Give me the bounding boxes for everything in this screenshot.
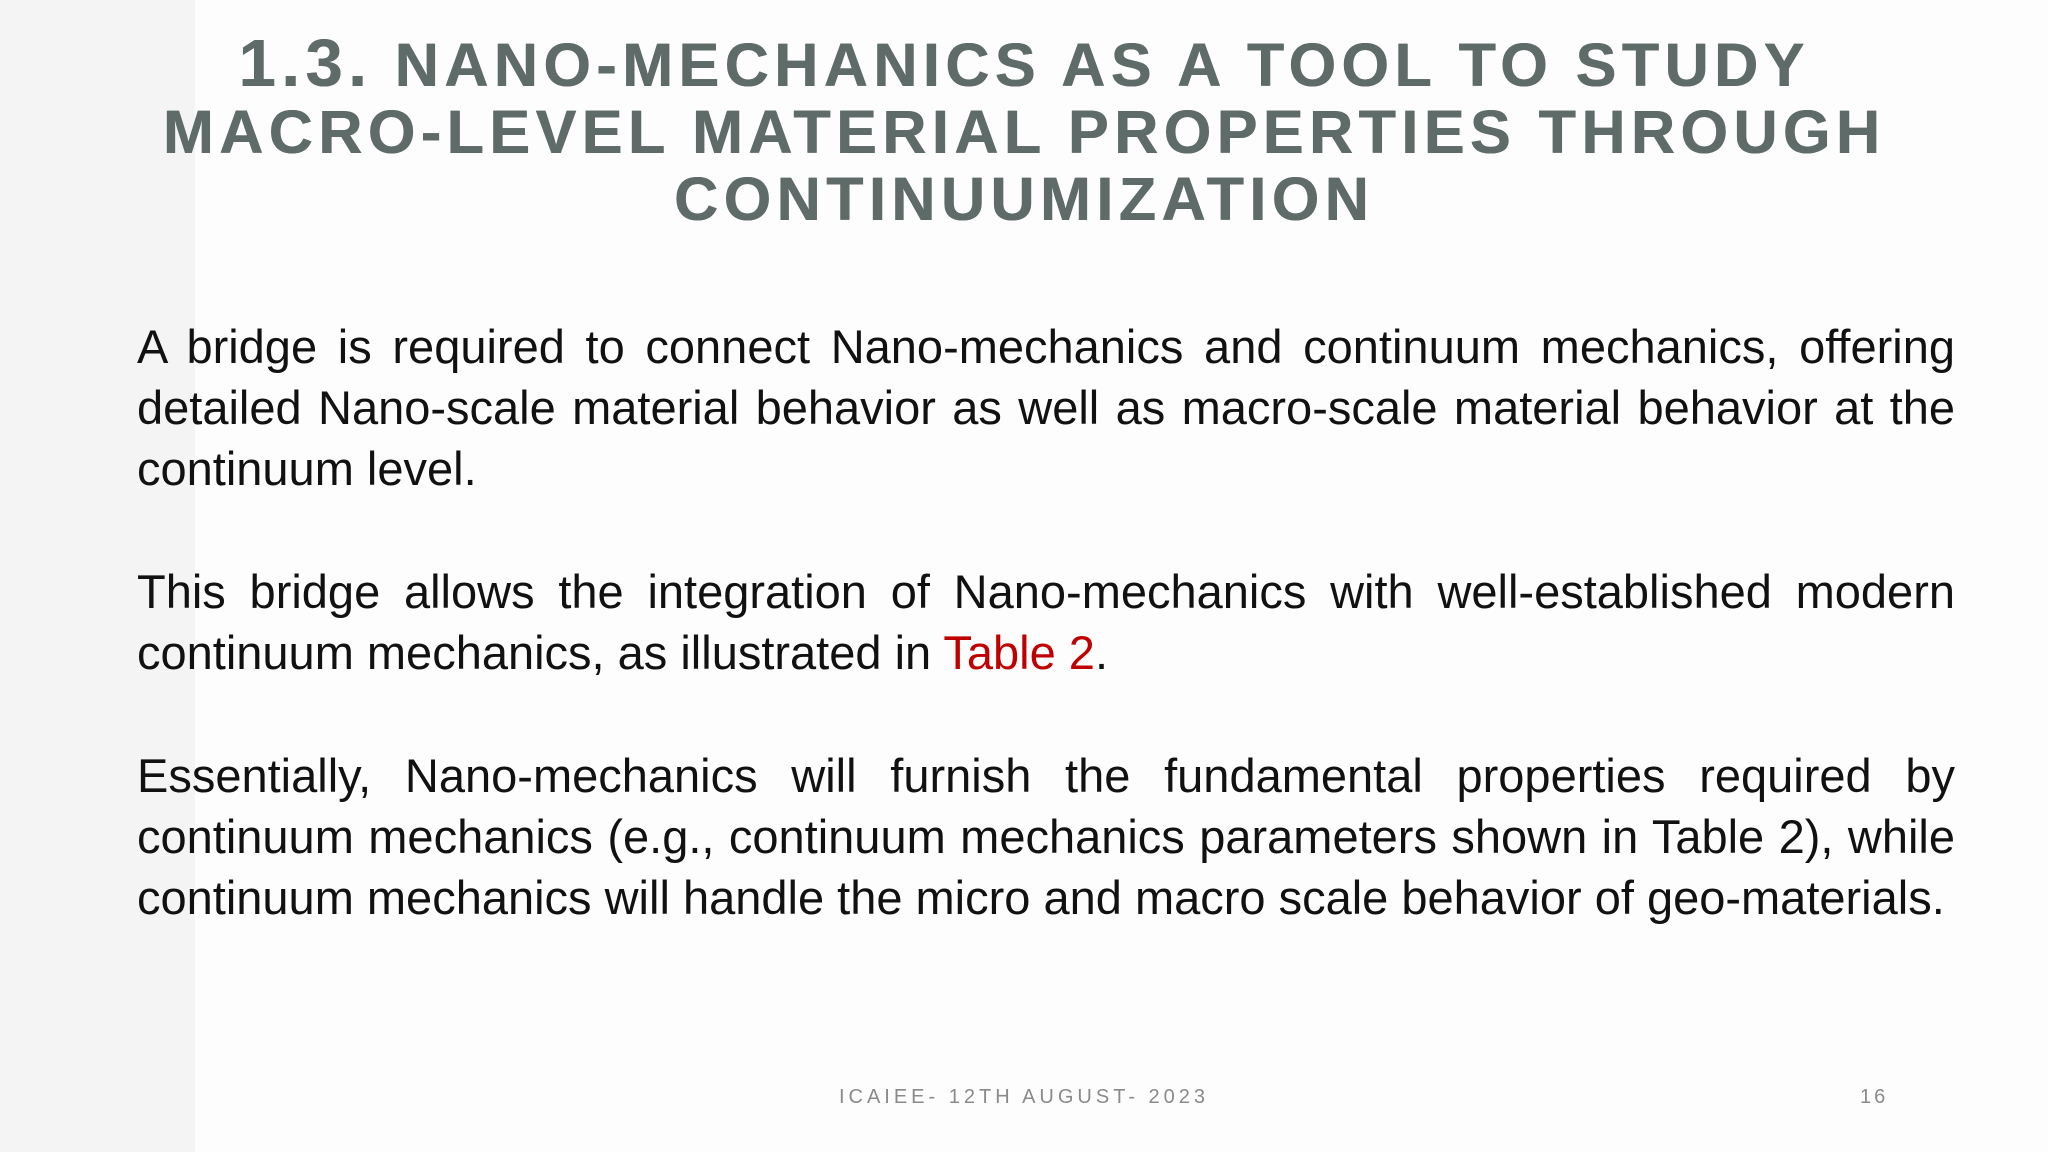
title-line-2: MACRO-LEVEL MATERIAL PROPERTIES THROUGH [162,98,1886,166]
section-number: 1.3. [238,26,373,101]
title-line-3: CONTINUUMIZATION [673,165,1375,233]
title-line-1-text: NANO-MECHANICS AS A TOOL TO STUDY [394,31,1810,99]
slide-title [60,26,1988,233]
title-line-1 [60,26,1988,101]
slide-body [137,316,1955,990]
paragraph-essentially: Essentially, Nano-mechanics will furnish the fundamental properties required by continuum mechanics (e.g., continuum mechanics parameters shown in Table 2), while continuum mechanics will handle the micro and macro scale behavior of geo-materials. [137,749,1955,924]
paragraph-integration-end: . [1094,626,1108,679]
footer-text: ICAIEE- 12TH AUGUST- 2023 [838,1086,1210,1108]
paragraph-integration [137,561,1955,683]
table-2-link[interactable]: Table 2 [943,626,1095,679]
paragraph-bridge: A bridge is required to connect Nano-mechanics and continuum mechanics, offering detailed Nano-scale material behavior as well as macro-scale material behavior at the continuum level. [137,320,1955,495]
paragraph-integration-text: This bridge allows the integration of Nano-mechanics with well-established modern continuum mechanics, as illustrated in [137,565,1955,679]
page-number: 16 [1860,1086,1889,1108]
